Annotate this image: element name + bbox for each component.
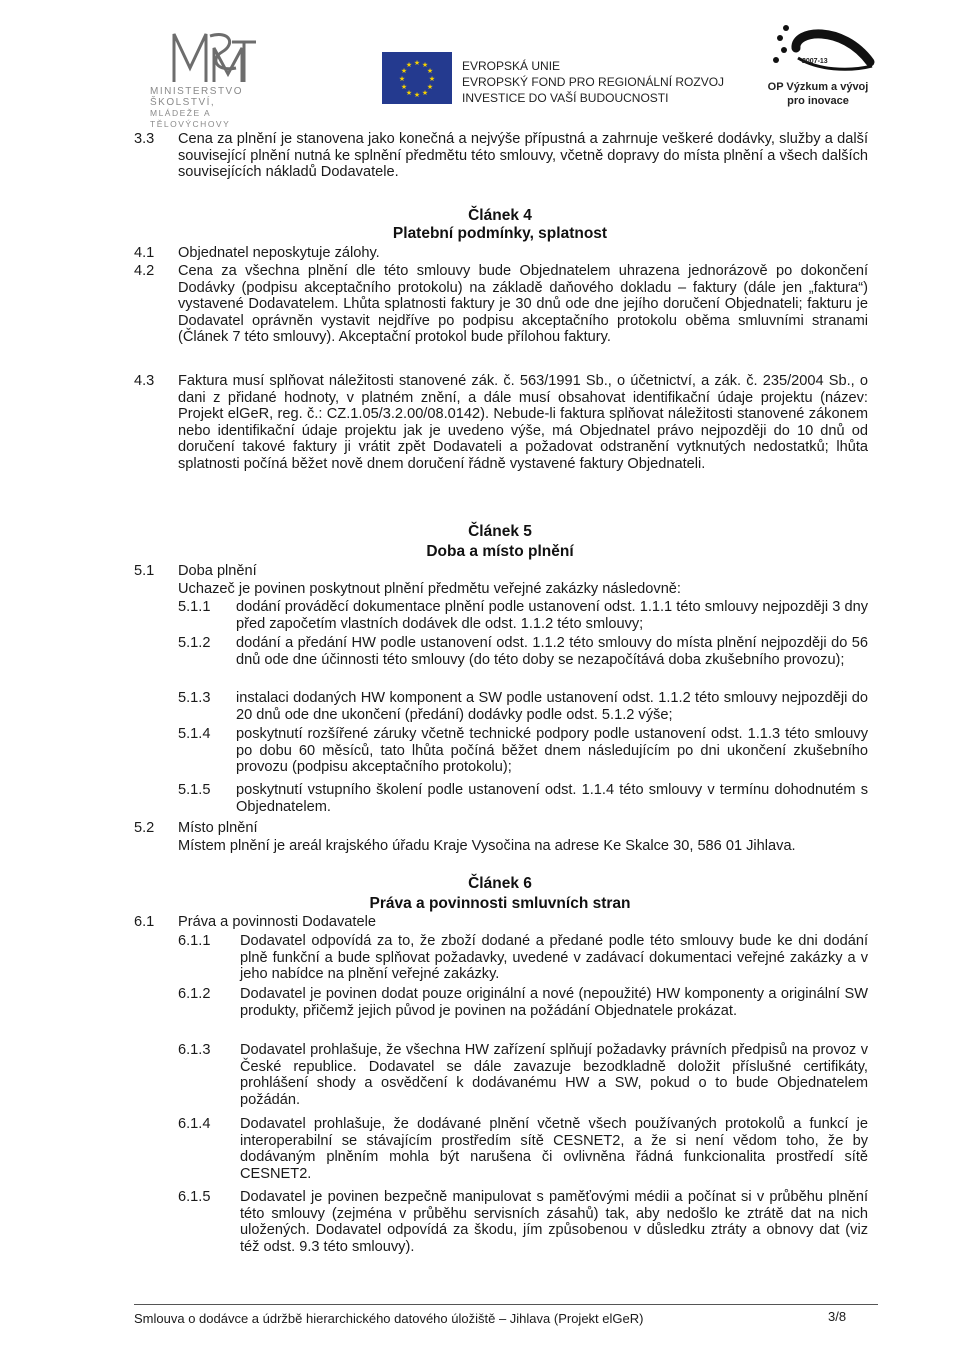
section-number-3-3: 3.3 (134, 131, 155, 147)
footer-page-number: 3/8 (828, 1309, 847, 1324)
article-5-title: Článek 5 (468, 523, 532, 540)
item-number-5-1-1: 5.1.1 (178, 599, 211, 615)
svg-text:★: ★ (400, 83, 408, 91)
footer-divider (134, 1304, 878, 1305)
eu-line1: EVROPSKÁ UNIE (462, 59, 561, 73)
item-6-1-2-text: Dodavatel je povinen dodat pouze originální a nové (nepoužité) HW komponenty a originální SW produkty, přičemž jejich původ je povinen na požádání Objednatele prokázat. (240, 986, 868, 1019)
section-4-2-text: Cena za všechna plnění dle této smlouvy bude Objednatelem uhrazena jednorázově po dokončení Dodávky (podpisu akceptačního protokolu) na základě daňového dokladu – faktury (dále jen „faktura“) vystavené Dodavatelem. Lhůta splatnosti faktury je 30 dnů ode dne jejího doručení Objednateli; fakturu je Dodavatel oprávněn vystavit nejdříve po podpisu akceptačního protokolu oběma smluvními stranami (Článek 7 této smlouvy). Akceptační protokol bude přílohou faktury. (178, 263, 868, 346)
item-5-1-2-text: dodání a předání HW podle ustanovení odst. 1.1.2 této smlouvy do místa plnění nejpozději do 56 dnů ode dne účinnosti této smlouvy (do této doby se nezapočítává doba zkušebního provozu); (236, 635, 868, 668)
section-number-4-2: 4.2 (134, 263, 155, 279)
svg-text:★: ★ (398, 75, 406, 83)
eu-line2: EVROPSKÝ FOND PRO REGIONÁLNÍ ROZVOJ (462, 75, 725, 89)
item-5-1-5-text: poskytnutí vstupního školení podle ustanovení odst. 1.1.4 této smlouvy v termínu dohodnutém s Objednatelem. (236, 782, 868, 815)
section-number-6-1: 6.1 (134, 914, 155, 930)
svg-text:★: ★ (421, 61, 429, 69)
msmt-name-line1: MINISTERSTVO ŠKOLSTVÍ, (150, 86, 244, 108)
item-number-6-1-5: 6.1.5 (178, 1189, 211, 1205)
item-number-6-1-4: 6.1.4 (178, 1116, 211, 1132)
svg-text:★: ★ (426, 83, 434, 91)
section-5-2-text: Místem plnění je areál krajského úřadu Kraje Vysočina na adrese Ke Skalce 30, 586 01 Jihlava. (178, 838, 796, 854)
op-line2: pro inovace (787, 95, 849, 107)
op-years: 2007-13 (802, 58, 828, 65)
section-number-4-3: 4.3 (134, 373, 155, 389)
svg-text:★: ★ (413, 59, 421, 67)
item-6-1-3-text: Dodavatel prohlašuje, že všechna HW zařízení splňují požadavky právních předpisů na provoz v České republice. Dodavatel se dále zavazuje bezodkladně doložit příslušné certifikáty, prohlášení shody a osvědčení k dodávanému HW a SW, pokud o to bude Objednatelem požádán. (240, 1042, 868, 1108)
item-5-1-3-text: instalaci dodaných HW komponent a SW podle ustanovení odst. 1.1.2 této smlouvy nejpozději do 20 dnů ode dne ukončení (předání) dodávky podle odst. 5.1.2 výše; (236, 690, 868, 723)
svg-text:★: ★ (426, 67, 434, 75)
item-number-5-1-4: 5.1.4 (178, 726, 211, 742)
svg-text:★: ★ (405, 61, 413, 69)
footer-document-title: Smlouva o dodávce a údržbě hierarchického datového úložiště – Jihlava (Projekt elGeR) (134, 1311, 644, 1326)
section-number-5-1: 5.1 (134, 563, 155, 579)
section-number-4-1: 4.1 (134, 245, 155, 261)
item-number-6-1-2: 6.1.2 (178, 986, 211, 1002)
section-5-2-title: Místo plnění (178, 820, 258, 836)
eu-line3: INVESTICE DO VAŠÍ BUDOUCNOSTI (462, 91, 669, 105)
section-3-3-text: Cena za plnění je stanovena jako konečná a nejvýše přípustná a zahrnuje veškeré dodávky, služby a další související plnění nutná ke splnění předmětu této smlouvy, včetně dopravy do místa plnění a všech dalších souvisejících nákladů Dodavatele. (178, 131, 868, 181)
page-header (0, 0, 960, 129)
item-number-5-1-3: 5.1.3 (178, 690, 211, 706)
section-4-1-text: Objednatel neposkytuje zálohy. (178, 245, 380, 261)
item-6-1-5-text: Dodavatel je povinen bezpečně manipulovat s paměťovými médii a počínat si v průběhu plnění této smlouvy (zejména v průběhu servisních zásahů) tak, aby nedošlo ke ztrátě dat na nich uložených. Dodavatel odpovídá za škodu, jím způsobenou v důsledku ztráty a obnovy dat (viz též odst. 9.3 této smlouvy). (240, 1189, 868, 1255)
msmt-name-line2: MLÁDEŽE A TĚLOVÝCHOVY (150, 108, 231, 129)
item-5-1-1-text: dodání prováděcí dokumentace plnění podle ustanovení odst. 1.1.1 této smlouvy nejpozději 3 dny před započetím vlastních dodávek dle odst. 1.1.2 této smlouvy; (236, 599, 868, 632)
article-6-subtitle: Práva a povinnosti smluvních stran (369, 895, 631, 912)
op-swoosh-icon (768, 18, 878, 78)
item-number-5-1-5: 5.1.5 (178, 782, 211, 798)
article-6-title: Článek 6 (468, 875, 532, 892)
section-number-5-2: 5.2 (134, 820, 155, 836)
item-6-1-1-text: Dodavatel odpovídá za to, že zboží dodané a předané podle této smlouvy bude ke dni dodání plně funkční a bude splňovat požadavky, uvedené v zadávací dokumentaci veřejné zakázky a v jeho nabídce na plnění veřejné zakázky. (240, 933, 868, 983)
eu-flag-icon (382, 52, 452, 104)
item-number-6-1-3: 6.1.3 (178, 1042, 211, 1058)
svg-text:★: ★ (405, 89, 413, 97)
article-4-title: Článek 4 (468, 207, 532, 224)
item-number-6-1-1: 6.1.1 (178, 933, 211, 949)
svg-text:★: ★ (421, 89, 429, 97)
article-5-subtitle: Doba a místo plnění (426, 543, 574, 560)
section-5-1-intro: Uchazeč je povinen poskytnout plnění předmětu veřejné zakázky následovně: (178, 581, 681, 597)
section-5-1-title: Doba plnění (178, 563, 257, 579)
svg-text:★: ★ (428, 75, 436, 83)
msmt-logo (150, 28, 280, 129)
op-line1: OP Výzkum a vývoj (767, 81, 869, 93)
section-4-3-text: Faktura musí splňovat náležitosti stanovené zák. č. 563/1991 Sb., o účetnictví, a zák. č. 235/2004 Sb., o dani z přidané hodnoty, v platném znění, a dále musí obsahovat identifikační údaje projektu (název: Projekt elGeR, reg. č.: CZ.1.05/3.2.00/08.0142). Nebude-li faktura splňovat náležitosti stanovené zákonem nebo identifikační údaje projektu jak je uvedeno výše, má Objednatel právo nejpozději do 10 dnů od doručení takové faktury ji vrátit zpět Dodavateli a požadovat odstranění vytknutých nedostatků; lhůta splatnosti počíná běžet nově dnem doručení řádně vystavené faktury Objednateli. (178, 373, 868, 472)
svg-text:★: ★ (400, 67, 408, 75)
item-6-1-4-text: Dodavatel prohlašuje, že dodávané plnění včetně všech používaných protokolů a funkcí je interoperabilní se stávajícím prostředím sítě CESNET2, a že si není vědom toho, že by dodávaným plněním mohla být narušena či ovlivněna řádná funkcionalita prostředí sítě CESNET2. (240, 1116, 868, 1182)
svg-text:★: ★ (413, 91, 421, 99)
article-4-subtitle: Platební podmínky, splatnost (392, 225, 608, 242)
eu-text-block (462, 58, 724, 106)
item-number-5-1-2: 5.1.2 (178, 635, 211, 651)
msmt-mark-icon (170, 28, 260, 86)
op-text-block (758, 80, 878, 108)
section-6-1-title: Práva a povinnosti Dodavatele (178, 914, 376, 930)
item-5-1-4-text: poskytnutí rozšířené záruky včetně technické podpory podle ustanovení odst. 1.1.3 této smlouvy po dobu 60 měsíců, tato lhůta počíná běžet dnem následujícím po dni ukončení zkušebního provozu (podpisu akceptačního protokolu); (236, 726, 868, 776)
